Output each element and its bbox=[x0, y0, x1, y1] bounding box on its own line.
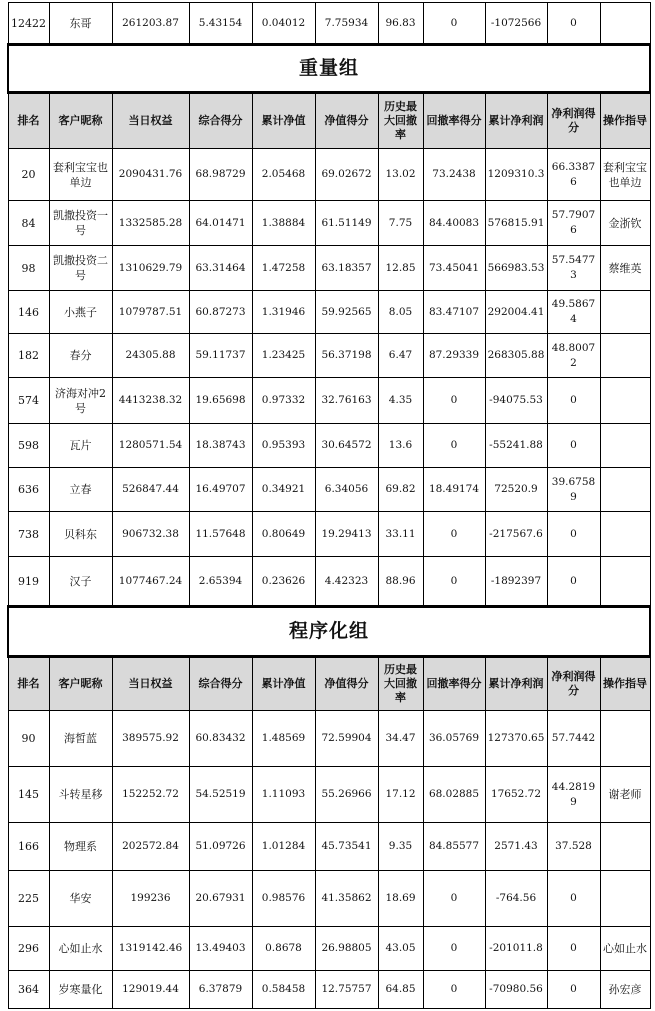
table-row bbox=[8, 334, 650, 378]
cell-nav-score: 4.42323 bbox=[315, 557, 378, 607]
cell-name: 斗转星移 bbox=[49, 767, 112, 823]
table-row bbox=[8, 424, 650, 468]
cell-max-dd: 43.05 bbox=[378, 927, 423, 971]
cell-dd-score: 0 bbox=[423, 378, 485, 424]
cell-name: 汉子 bbox=[49, 557, 112, 607]
column-header: 历史最大回撤率 bbox=[378, 93, 423, 149]
cell-profit-score: 0 bbox=[547, 3, 600, 45]
cell-rank: 738 bbox=[8, 512, 49, 557]
cell-profit-score: 0 bbox=[547, 512, 600, 557]
cell-nav: 0.97332 bbox=[252, 378, 315, 424]
cell-score: 11.57648 bbox=[189, 512, 252, 557]
table-row bbox=[8, 291, 650, 334]
cell-max-dd: 7.75 bbox=[378, 201, 423, 246]
cell-nav: 0.58458 bbox=[252, 971, 315, 1009]
cell-score: 5.43154 bbox=[189, 3, 252, 45]
cell-dd-score: 0 bbox=[423, 927, 485, 971]
cell-nav: 1.01284 bbox=[252, 823, 315, 871]
cell-nav-score: 32.76163 bbox=[315, 378, 378, 424]
cell-dd-score: 84.40083 bbox=[423, 201, 485, 246]
cell-equity: 24305.88 bbox=[112, 334, 189, 378]
cell-name: 凯撒投资二号 bbox=[49, 246, 112, 291]
cell-nav: 2.05468 bbox=[252, 149, 315, 201]
cell-max-dd: 12.85 bbox=[378, 246, 423, 291]
cell-score: 60.83432 bbox=[189, 711, 252, 767]
column-header: 历史最大回撤率 bbox=[378, 657, 423, 711]
cell-max-dd: 88.96 bbox=[378, 557, 423, 607]
cell-net-profit: 72520.9 bbox=[485, 468, 547, 512]
cell-profit-score: 48.80072 bbox=[547, 334, 600, 378]
column-header: 操作指导 bbox=[600, 93, 650, 149]
column-header: 操作指导 bbox=[600, 657, 650, 711]
cell-nav: 0.23626 bbox=[252, 557, 315, 607]
cell-dd-score: 0 bbox=[423, 512, 485, 557]
cell-equity: 1079787.51 bbox=[112, 291, 189, 334]
cell-net-profit: 576815.91 bbox=[485, 201, 547, 246]
cell-net-profit: -94075.53 bbox=[485, 378, 547, 424]
cell-net-profit: 127370.65 bbox=[485, 711, 547, 767]
cell-score: 59.11737 bbox=[189, 334, 252, 378]
column-header: 排名 bbox=[8, 93, 49, 149]
cell-profit-score: 0 bbox=[547, 927, 600, 971]
cell-dd-score: 36.05769 bbox=[423, 711, 485, 767]
cell-equity: 1310629.79 bbox=[112, 246, 189, 291]
cell-dd-score: 0 bbox=[423, 424, 485, 468]
cell-name: 小燕子 bbox=[49, 291, 112, 334]
header-row bbox=[8, 93, 650, 149]
cell-guide: 孙宏彦 bbox=[600, 971, 650, 1009]
cell-nav: 0.34921 bbox=[252, 468, 315, 512]
column-header: 累计净值 bbox=[252, 93, 315, 149]
cell-dd-score: 83.47107 bbox=[423, 291, 485, 334]
cell-profit-score: 0 bbox=[547, 871, 600, 927]
cell-net-profit: -1892397 bbox=[485, 557, 547, 607]
cell-max-dd: 13.02 bbox=[378, 149, 423, 201]
cell-guide bbox=[600, 512, 650, 557]
cell-nav-score: 19.29413 bbox=[315, 512, 378, 557]
cell-max-dd: 8.05 bbox=[378, 291, 423, 334]
cell-rank: 296 bbox=[8, 927, 49, 971]
column-header: 综合得分 bbox=[189, 657, 252, 711]
cell-guide: 套利宝宝也单边 bbox=[600, 149, 650, 201]
cell-nav-score: 30.64572 bbox=[315, 424, 378, 468]
cell-rank: 166 bbox=[8, 823, 49, 871]
cell-dd-score: 73.45041 bbox=[423, 246, 485, 291]
cell-dd-score: 0 bbox=[423, 971, 485, 1009]
cell-nav-score: 61.51149 bbox=[315, 201, 378, 246]
cell-profit-score: 37.528 bbox=[547, 823, 600, 871]
cell-rank: 98 bbox=[8, 246, 49, 291]
table-row bbox=[8, 557, 650, 607]
cell-max-dd: 34.47 bbox=[378, 711, 423, 767]
column-header: 综合得分 bbox=[189, 93, 252, 149]
cell-name: 东哥 bbox=[49, 3, 112, 45]
column-header: 回撤率得分 bbox=[423, 657, 485, 711]
cell-nav: 0.98576 bbox=[252, 871, 315, 927]
cell-net-profit: 566983.53 bbox=[485, 246, 547, 291]
table-row bbox=[8, 711, 650, 767]
cell-rank: 574 bbox=[8, 378, 49, 424]
cell-dd-score: 0 bbox=[423, 871, 485, 927]
group-title: 重量组 bbox=[8, 45, 650, 93]
cell-rank: 225 bbox=[8, 871, 49, 927]
cell-net-profit: -70980.56 bbox=[485, 971, 547, 1009]
table-row bbox=[8, 927, 650, 971]
cell-max-dd: 64.85 bbox=[378, 971, 423, 1009]
cell-nav: 1.38884 bbox=[252, 201, 315, 246]
cell-name: 贝科东 bbox=[49, 512, 112, 557]
cell-name: 海皙蓝 bbox=[49, 711, 112, 767]
table-row bbox=[8, 971, 650, 1009]
cell-guide bbox=[600, 823, 650, 871]
cell-equity: 389575.92 bbox=[112, 711, 189, 767]
header-row bbox=[8, 657, 650, 711]
cell-dd-score: 84.85577 bbox=[423, 823, 485, 871]
cell-name: 心如止水 bbox=[49, 927, 112, 971]
cell-equity: 1319142.46 bbox=[112, 927, 189, 971]
table-row bbox=[8, 149, 650, 201]
cell-score: 2.65394 bbox=[189, 557, 252, 607]
column-header: 累计净利润 bbox=[485, 93, 547, 149]
cell-dd-score: 73.2438 bbox=[423, 149, 485, 201]
cell-equity: 1332585.28 bbox=[112, 201, 189, 246]
cell-nav-score: 26.98805 bbox=[315, 927, 378, 971]
column-header: 累计净值 bbox=[252, 657, 315, 711]
column-header: 净利润得分 bbox=[547, 93, 600, 149]
cell-rank: 12422 bbox=[8, 3, 49, 45]
cell-guide bbox=[600, 468, 650, 512]
column-header: 净利润得分 bbox=[547, 657, 600, 711]
column-header: 排名 bbox=[8, 657, 49, 711]
cell-rank: 919 bbox=[8, 557, 49, 607]
column-header: 净值得分 bbox=[315, 93, 378, 149]
cell-rank: 636 bbox=[8, 468, 49, 512]
cell-rank: 90 bbox=[8, 711, 49, 767]
cell-dd-score: 68.02885 bbox=[423, 767, 485, 823]
cell-nav: 0.80649 bbox=[252, 512, 315, 557]
cell-nav-score: 12.75757 bbox=[315, 971, 378, 1009]
cell-nav: 1.23425 bbox=[252, 334, 315, 378]
cell-guide: 心如止水 bbox=[600, 927, 650, 971]
cell-profit-score: 0 bbox=[547, 378, 600, 424]
cell-profit-score: 57.7442 bbox=[547, 711, 600, 767]
cell-nav: 1.31946 bbox=[252, 291, 315, 334]
cell-equity: 199236 bbox=[112, 871, 189, 927]
cell-guide bbox=[600, 424, 650, 468]
cell-guide bbox=[600, 3, 650, 45]
cell-score: 51.09726 bbox=[189, 823, 252, 871]
cell-score: 13.49403 bbox=[189, 927, 252, 971]
cell-net-profit: 292004.41 bbox=[485, 291, 547, 334]
cell-equity: 526847.44 bbox=[112, 468, 189, 512]
column-header: 净值得分 bbox=[315, 657, 378, 711]
cell-nav: 1.47258 bbox=[252, 246, 315, 291]
cell-nav-score: 72.59904 bbox=[315, 711, 378, 767]
cell-guide bbox=[600, 334, 650, 378]
column-header: 累计净利润 bbox=[485, 657, 547, 711]
cell-net-profit: 17652.72 bbox=[485, 767, 547, 823]
cell-nav-score: 63.18357 bbox=[315, 246, 378, 291]
cell-max-dd: 17.12 bbox=[378, 767, 423, 823]
cell-nav: 0.8678 bbox=[252, 927, 315, 971]
table-row bbox=[8, 512, 650, 557]
cell-name: 凯撒投资一号 bbox=[49, 201, 112, 246]
cell-dd-score: 87.29339 bbox=[423, 334, 485, 378]
cell-score: 16.49707 bbox=[189, 468, 252, 512]
cell-nav: 1.11093 bbox=[252, 767, 315, 823]
cell-score: 19.65698 bbox=[189, 378, 252, 424]
cell-score: 68.98729 bbox=[189, 149, 252, 201]
cell-equity: 261203.87 bbox=[112, 3, 189, 45]
cell-equity: 1077467.24 bbox=[112, 557, 189, 607]
cell-profit-score: 44.28199 bbox=[547, 767, 600, 823]
cell-score: 64.01471 bbox=[189, 201, 252, 246]
column-header: 当日权益 bbox=[112, 657, 189, 711]
cell-nav-score: 41.35862 bbox=[315, 871, 378, 927]
cell-equity: 4413238.32 bbox=[112, 378, 189, 424]
cell-net-profit: -217567.6 bbox=[485, 512, 547, 557]
table-row bbox=[8, 378, 650, 424]
cell-nav-score: 45.73541 bbox=[315, 823, 378, 871]
group-title-row bbox=[8, 45, 650, 93]
cell-guide bbox=[600, 378, 650, 424]
cell-nav-score: 7.75934 bbox=[315, 3, 378, 45]
cell-guide: 金浙钦 bbox=[600, 201, 650, 246]
cell-guide: 谢老师 bbox=[600, 767, 650, 823]
cell-guide: 蔡维英 bbox=[600, 246, 650, 291]
cell-equity: 2090431.76 bbox=[112, 149, 189, 201]
cell-dd-score: 0 bbox=[423, 557, 485, 607]
column-header: 客户昵称 bbox=[49, 657, 112, 711]
cell-rank: 364 bbox=[8, 971, 49, 1009]
cell-max-dd: 69.82 bbox=[378, 468, 423, 512]
cell-name: 立春 bbox=[49, 468, 112, 512]
table-row bbox=[8, 767, 650, 823]
cell-max-dd: 9.35 bbox=[378, 823, 423, 871]
cell-nav-score: 6.34056 bbox=[315, 468, 378, 512]
cell-nav-score: 56.37198 bbox=[315, 334, 378, 378]
table-row bbox=[8, 871, 650, 927]
cell-rank: 182 bbox=[8, 334, 49, 378]
cell-equity: 202572.84 bbox=[112, 823, 189, 871]
cell-max-dd: 96.83 bbox=[378, 3, 423, 45]
cell-name: 物理系 bbox=[49, 823, 112, 871]
cell-profit-score: 49.58674 bbox=[547, 291, 600, 334]
cell-nav-score: 59.92565 bbox=[315, 291, 378, 334]
cell-name: 春分 bbox=[49, 334, 112, 378]
cell-guide bbox=[600, 557, 650, 607]
cell-nav-score: 55.26966 bbox=[315, 767, 378, 823]
cell-net-profit: 268305.88 bbox=[485, 334, 547, 378]
cell-max-dd: 33.11 bbox=[378, 512, 423, 557]
cell-name: 华安 bbox=[49, 871, 112, 927]
cell-score: 60.87273 bbox=[189, 291, 252, 334]
cell-nav-score: 69.02672 bbox=[315, 149, 378, 201]
cell-net-profit: 1209310.3 bbox=[485, 149, 547, 201]
cell-profit-score: 0 bbox=[547, 557, 600, 607]
table-row bbox=[8, 246, 650, 291]
cell-nav: 0.04012 bbox=[252, 3, 315, 45]
cell-profit-score: 0 bbox=[547, 971, 600, 1009]
cell-guide bbox=[600, 711, 650, 767]
cell-score: 20.67931 bbox=[189, 871, 252, 927]
cell-profit-score: 57.54773 bbox=[547, 246, 600, 291]
cell-profit-score: 39.67589 bbox=[547, 468, 600, 512]
cell-profit-score: 57.79076 bbox=[547, 201, 600, 246]
cell-guide bbox=[600, 291, 650, 334]
cell-net-profit: -201011.8 bbox=[485, 927, 547, 971]
cell-score: 18.38743 bbox=[189, 424, 252, 468]
cell-rank: 84 bbox=[8, 201, 49, 246]
cell-max-dd: 6.47 bbox=[378, 334, 423, 378]
cell-name: 济海对冲2号 bbox=[49, 378, 112, 424]
table-row bbox=[8, 201, 650, 246]
column-header: 当日权益 bbox=[112, 93, 189, 149]
ranking-table bbox=[7, 2, 651, 1009]
group-title: 程序化组 bbox=[8, 607, 650, 657]
cell-nav: 0.95393 bbox=[252, 424, 315, 468]
cell-name: 岁寒量化 bbox=[49, 971, 112, 1009]
cell-max-dd: 4.35 bbox=[378, 378, 423, 424]
cell-dd-score: 18.49174 bbox=[423, 468, 485, 512]
column-header: 回撤率得分 bbox=[423, 93, 485, 149]
cell-nav: 1.48569 bbox=[252, 711, 315, 767]
cell-net-profit: -764.56 bbox=[485, 871, 547, 927]
cell-dd-score: 0 bbox=[423, 3, 485, 45]
cell-rank: 598 bbox=[8, 424, 49, 468]
group-title-row bbox=[8, 607, 650, 657]
cell-equity: 1280571.54 bbox=[112, 424, 189, 468]
table-row bbox=[8, 823, 650, 871]
cell-max-dd: 18.69 bbox=[378, 871, 423, 927]
cell-profit-score: 66.33876 bbox=[547, 149, 600, 201]
cell-guide bbox=[600, 871, 650, 927]
cell-score: 63.31464 bbox=[189, 246, 252, 291]
column-header: 客户昵称 bbox=[49, 93, 112, 149]
cell-net-profit: -1072566 bbox=[485, 3, 547, 45]
cell-net-profit: 2571.43 bbox=[485, 823, 547, 871]
cell-name: 瓦片 bbox=[49, 424, 112, 468]
cell-equity: 129019.44 bbox=[112, 971, 189, 1009]
cell-max-dd: 13.6 bbox=[378, 424, 423, 468]
table-row bbox=[8, 468, 650, 512]
cell-equity: 906732.38 bbox=[112, 512, 189, 557]
cell-score: 54.52519 bbox=[189, 767, 252, 823]
cell-net-profit: -55241.88 bbox=[485, 424, 547, 468]
cell-name: 套利宝宝也单边 bbox=[49, 149, 112, 201]
cell-score: 6.37879 bbox=[189, 971, 252, 1009]
table-row bbox=[8, 3, 650, 45]
cell-profit-score: 0 bbox=[547, 424, 600, 468]
cell-rank: 20 bbox=[8, 149, 49, 201]
cell-equity: 152252.72 bbox=[112, 767, 189, 823]
cell-rank: 145 bbox=[8, 767, 49, 823]
cell-rank: 146 bbox=[8, 291, 49, 334]
